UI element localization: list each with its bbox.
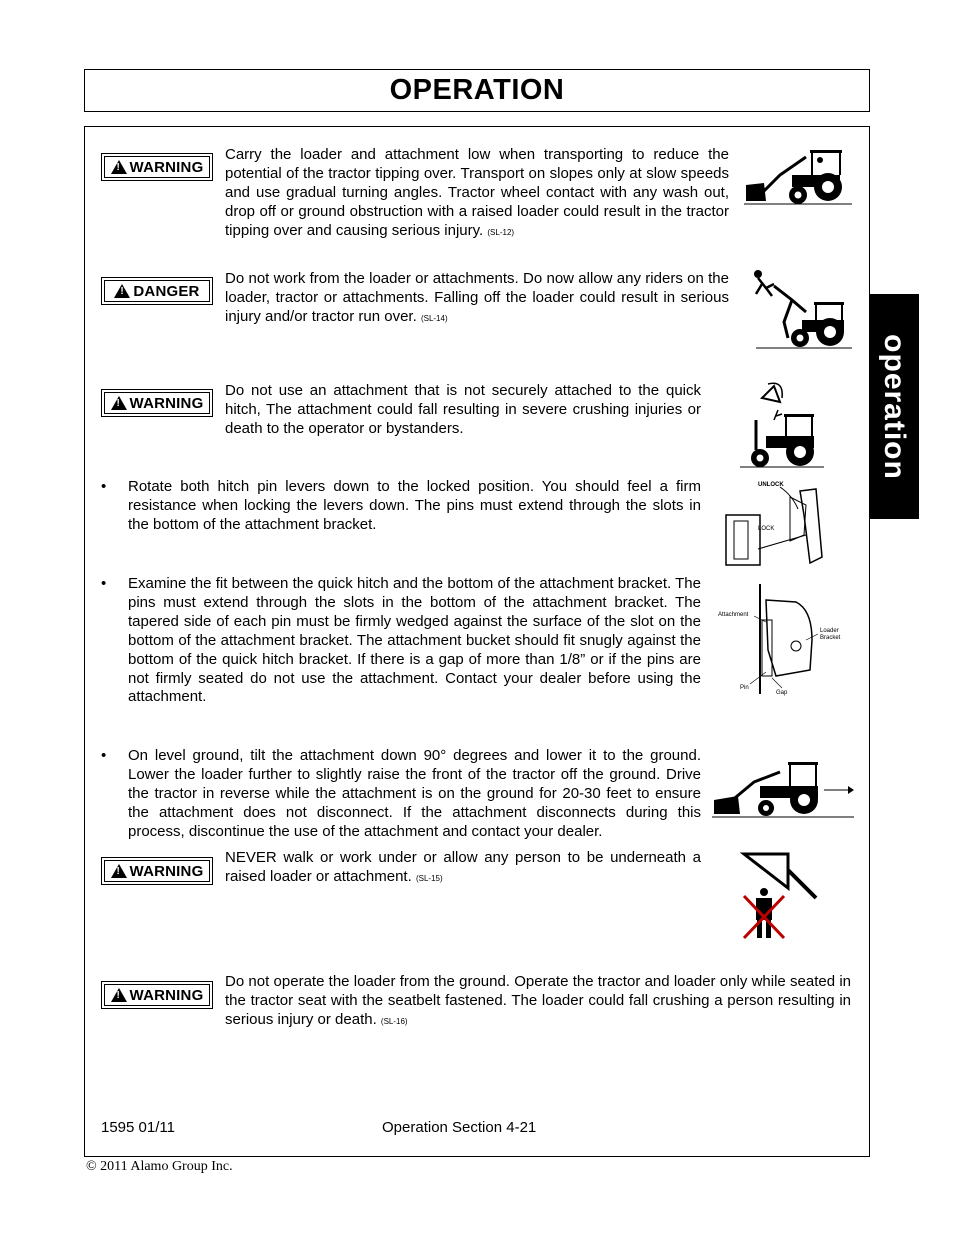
warning-text-sl12: Carry the loader and attachment low when transporting to reduce the potential of the tractor tipping over. Transport on slopes only at slow speeds and use gradual turning angles. Tractor wheel contact with any wash out, drop off or ground obstruction with a raised loader could result in the tractor tipping over and causing serious injury. (SL-12) (225, 146, 729, 239)
warning-badge: ! WARNING (101, 981, 213, 1009)
unlock-label: UNLOCK (758, 482, 784, 488)
warning-text-sl16: Do not operate the loader from the ground. Operate the tractor and loader only while seated in the tractor seat with the seatbelt fastened. The loader could fall crushing a person resulting in serious injury or death. (SL-16) (225, 973, 851, 1028)
footer-section-page: Operation Section 4-21 (382, 1119, 537, 1136)
bracket-label: Bracket (820, 635, 841, 641)
warning-text-sl15: NEVER walk or work under or allow any person to be underneath a raised loader or attachment. (SL-15) (225, 849, 701, 885)
warning-badge: ! WARNING (101, 857, 213, 885)
warning-badge: ! WARNING (101, 153, 213, 181)
side-tab-label: operation (878, 333, 911, 480)
attachment-label: Attachment (718, 612, 749, 618)
tractor-reverse-test-illustration (710, 756, 854, 820)
bullet-marker: • (101, 575, 107, 592)
pin-label: Pin (740, 685, 749, 691)
danger-badge: ! DANGER (101, 277, 213, 305)
attachment-falling-illustration (738, 380, 824, 470)
bullet-lock-levers: Rotate both hitch pin levers down to the locked position. You should feel a firm resistance when locking the levers down. The pins must extend through the slots in the bottom of the attachment bracket. (128, 478, 701, 533)
bullet-marker: • (101, 478, 107, 495)
loader-label: Loader (820, 628, 839, 634)
warning-triangle-icon (111, 988, 127, 1002)
warning-triangle-icon (111, 160, 127, 174)
rider-falling-illustration (752, 262, 852, 350)
warning-badge: ! WARNING (101, 389, 213, 417)
hitch-lever-lock-diagram (720, 475, 840, 570)
warning-triangle-icon (111, 864, 127, 878)
no-person-under-loader-icon (740, 850, 820, 942)
section-side-tab (869, 294, 919, 519)
danger-triangle-icon (114, 284, 130, 298)
quick-hitch-gap-diagram (716, 580, 846, 696)
footer-model-date: 1595 01/11 (101, 1119, 175, 1136)
warning-text-attachment: Do not use an attachment that is not securely attached to the quick hitch, The attachment could fall resulting in severe crushing injuries or death to the operator or bystanders. (225, 382, 701, 437)
tractor-low-loader-illustration (740, 145, 852, 207)
danger-text-sl14: Do not work from the loader or attachments. Do now allow any riders on the loader, tractor or attachments. Falling off the loader could result in serious injury and/or tractor run over. (SL-14) (225, 270, 729, 325)
page-title: OPERATION (389, 74, 565, 106)
bullet-marker: • (101, 747, 107, 764)
warning-triangle-icon (111, 396, 127, 410)
copyright-notice: © 2011 Alamo Group Inc. (86, 1159, 233, 1174)
lock-label: LOCK (758, 526, 775, 532)
bullet-examine-fit: Examine the fit between the quick hitch and the bottom of the attachment bracket. The pins must extend through the slots in the bottom of the attachment bracket. The tapered side of each pin must be firmly wedged against the surface of the slot on the bottom of the attachment bracket. The attachment bucket should fit snugly against the bottom of the quick hitch bracket. If there is a gap of more than 1/8” or if the pins are not firmly seated do not use the attachment. Contact your dealer before using the attachment. (128, 575, 701, 706)
gap-label: Gap (776, 690, 788, 696)
bullet-level-ground-test: On level ground, tilt the attachment down 90° degrees and lower it to the ground. Lower the loader further to slightly raise the front of the tractor off the ground. Drive the tractor in reverse while the attachment is on the ground for 20-30 feet to ensure the attachment does not disconnect. If the attachment disconnects during this process, discontinue the use of the attachment and contact your dealer. (128, 747, 701, 840)
